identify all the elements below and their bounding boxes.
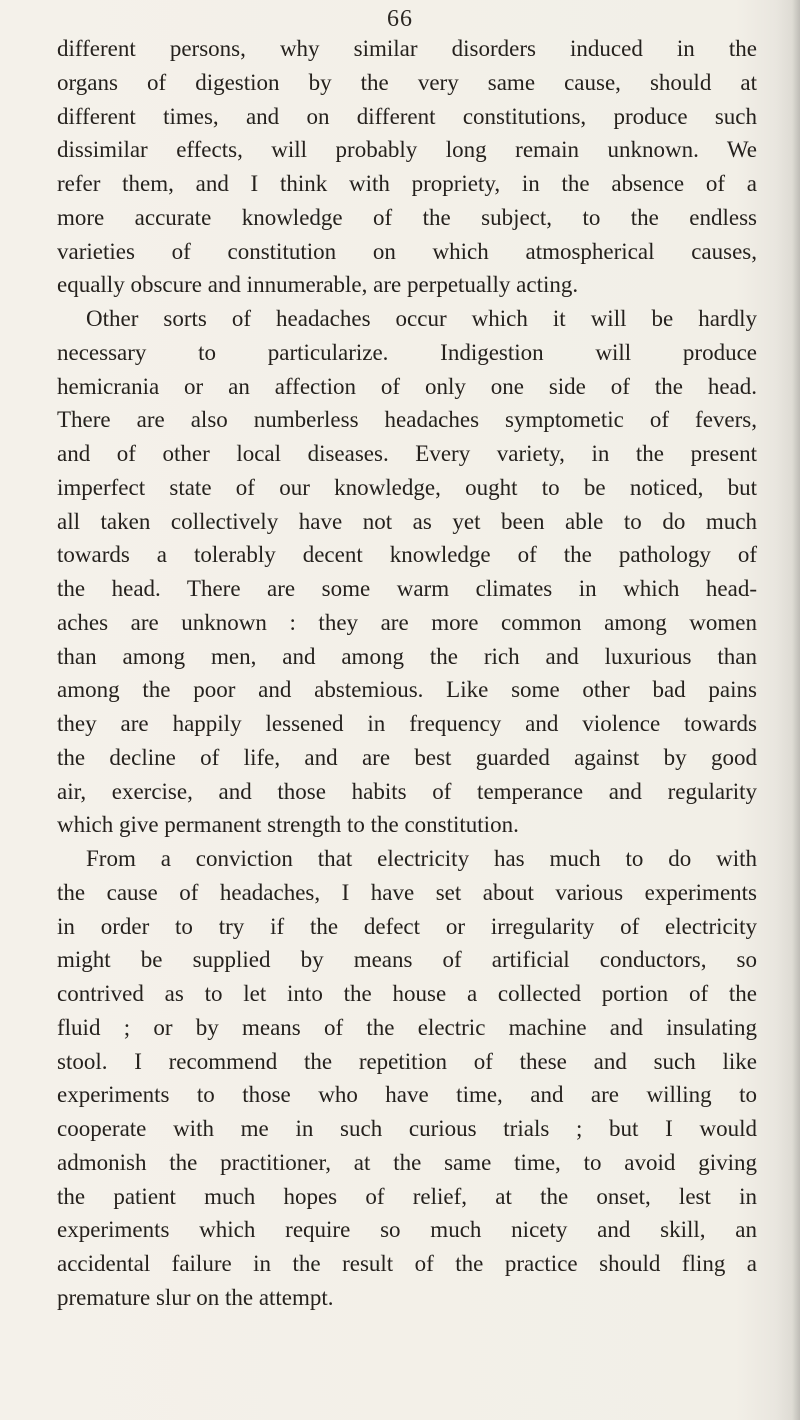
text-line: more accurate knowledge of the subject, to the endless	[57, 204, 757, 230]
page-number: 66	[387, 6, 413, 32]
text-row	[57, 235, 757, 269]
text-line: among the poor and abstemious. Like some other bad pains	[57, 677, 757, 703]
text-row	[57, 707, 757, 741]
text-row	[57, 1011, 757, 1045]
text-row	[57, 100, 757, 134]
text-row	[57, 1213, 757, 1247]
text-row	[57, 1112, 757, 1146]
text-line: accidental failure in the result of the practice should fling a	[57, 1251, 757, 1276]
paragraph-3	[57, 842, 757, 1315]
text-row	[57, 606, 757, 640]
text-line: different times, and on different constitutions, produce such	[57, 103, 757, 129]
text-line: the patient much hopes of relief, at the onset, lest in	[57, 1183, 757, 1209]
text-line: experiments which require so much nicety and skill, an	[57, 1217, 757, 1243]
text-line: organs of digestion by the very same cause, should at	[57, 69, 757, 95]
text-row	[57, 640, 757, 674]
text-line: experiments to those who have time, and are willing to	[57, 1082, 757, 1108]
text-line: which give permanent strength to the constitution.	[57, 812, 519, 838]
text-row	[57, 66, 757, 100]
text-line: Other sorts of headaches occur which it will be hardly	[86, 306, 757, 331]
text-row	[57, 471, 757, 505]
text-line: fluid ; or by means of the electric machine and insulating	[57, 1014, 757, 1040]
text-line: the cause of headaches, I have set about various experiments	[57, 879, 757, 905]
text-line: There are also numberless headaches symptometic of fevers,	[57, 407, 757, 433]
text-line: varieties of constitution on which atmospherical causes,	[57, 238, 757, 264]
text-row	[57, 167, 757, 201]
text-row	[57, 505, 757, 539]
text-row	[57, 842, 757, 876]
text-line: air, exercise, and those habits of temperance and regularity	[57, 778, 757, 804]
page-edge-shadow	[792, 0, 800, 1420]
text-line: all taken collectively have not as yet been able to do much	[57, 508, 757, 534]
text-line: contrived as to let into the house a collected portion of the	[57, 981, 757, 1006]
text-row	[57, 1281, 757, 1315]
text-line: dissimilar effects, will probably long remain unknown. We	[57, 137, 757, 163]
text-row	[57, 268, 757, 302]
text-row	[57, 133, 757, 167]
text-line: hemicrania or an affection of only one side of the head.	[57, 373, 757, 399]
text-row	[57, 336, 757, 370]
text-line: premature slur on the attempt.	[57, 1284, 334, 1310]
text-line: necessary to particularize. Indigestion will produce	[57, 339, 757, 365]
text-row	[57, 943, 757, 977]
text-row	[57, 977, 757, 1011]
text-line: towards a tolerably decent knowledge of the pathology of	[57, 542, 757, 568]
text-row	[57, 1045, 757, 1079]
text-row	[57, 437, 757, 471]
text-row	[57, 1146, 757, 1180]
text-row	[57, 808, 757, 842]
text-row	[57, 370, 757, 404]
text-line: in order to try if the defect or irregularity of electricity	[57, 913, 757, 939]
text-line: aches are unknown : they are more common among women	[57, 609, 757, 635]
text-row	[57, 673, 757, 707]
text-line: imperfect state of our knowledge, ought to be noticed, but	[57, 474, 757, 500]
text-row	[57, 201, 757, 235]
body-text	[57, 32, 757, 1315]
text-line: and of other local diseases. Every variety, in the present	[57, 441, 757, 466]
text-line: cooperate with me in such curious trials ; but I would	[57, 1116, 757, 1141]
text-line: they are happily lessened in frequency and violence towards	[57, 711, 757, 736]
text-line: the head. There are some warm climates in which head-	[57, 576, 757, 601]
text-line: admonish the practitioner, at the same time, to avoid giving	[57, 1149, 757, 1175]
paragraph-1	[57, 32, 757, 302]
text-line: refer them, and I think with propriety, in the absence of a	[57, 171, 757, 196]
text-row	[57, 403, 757, 437]
text-row	[57, 1180, 757, 1214]
text-line: stool. I recommend the repetition of these and such like	[57, 1048, 757, 1074]
text-line: the decline of life, and are best guarded against by good	[57, 744, 757, 770]
text-row	[57, 741, 757, 775]
text-row	[57, 538, 757, 572]
text-line: than among men, and among the rich and luxurious than	[57, 643, 757, 669]
text-row	[57, 910, 757, 944]
text-row	[57, 32, 757, 66]
text-line: equally obscure and innumerable, are perpetually acting.	[57, 272, 579, 298]
text-row	[57, 302, 757, 336]
text-row	[57, 775, 757, 809]
paragraph-2	[57, 302, 757, 842]
text-row	[57, 1078, 757, 1112]
text-row	[57, 572, 757, 606]
text-line: might be supplied by means of artificial conductors, so	[57, 947, 757, 973]
text-row	[57, 876, 757, 910]
text-line: From a conviction that electricity has much to do with	[86, 846, 757, 871]
text-line: different persons, why similar disorders induced in the	[57, 36, 757, 61]
text-row	[57, 1247, 757, 1281]
